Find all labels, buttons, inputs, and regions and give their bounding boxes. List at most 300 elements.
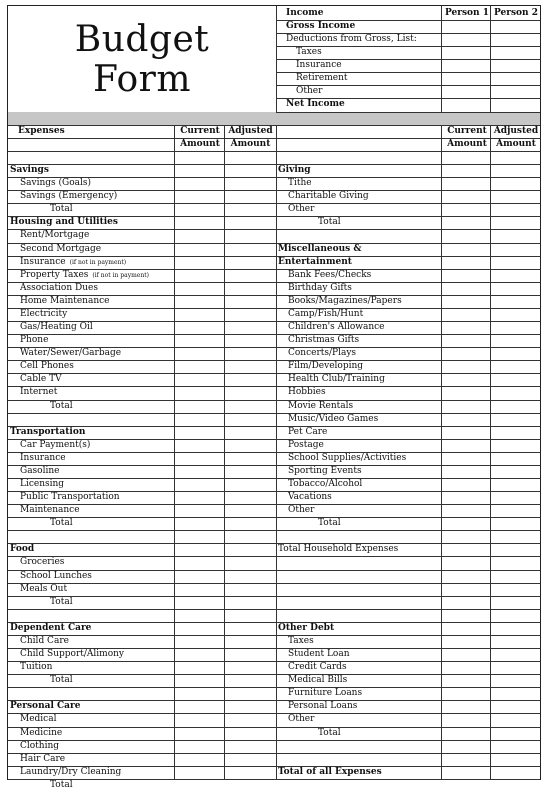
right-current-amount-input[interactable]	[442, 622, 491, 635]
left-current-amount-input[interactable]	[175, 360, 225, 373]
right-row-label	[288, 282, 441, 295]
right-current-amount-input[interactable]	[442, 713, 491, 726]
left-adjusted-amount-input[interactable]	[225, 269, 275, 282]
left-current-amount-input[interactable]	[175, 347, 225, 360]
left-adjusted-amount-input[interactable]	[225, 360, 275, 373]
grid-hline	[8, 609, 540, 610]
right-row-label	[288, 661, 441, 674]
right-row-label-text: Personal Loans	[288, 701, 358, 712]
right-adjusted-amount-input[interactable]	[491, 700, 540, 713]
left-adjusted-amount-input[interactable]	[225, 583, 275, 596]
grid-hline	[8, 727, 540, 728]
left-adjusted-amount-input[interactable]	[225, 766, 275, 779]
left-adjusted-amount-input[interactable]	[225, 478, 275, 491]
left-adjusted-amount-input[interactable]	[225, 635, 275, 648]
right-row-label-text: Other	[288, 714, 315, 725]
left-adjusted-amount-input[interactable]	[225, 700, 275, 713]
right-current-amount-input[interactable]	[442, 190, 491, 203]
left-current-amount-input[interactable]	[175, 700, 225, 713]
right-current-amount-input[interactable]	[442, 386, 491, 399]
left-row-label	[10, 622, 173, 635]
right-row-label-text: Vacations	[288, 492, 332, 503]
grid-hline	[8, 295, 540, 296]
left-row-label	[50, 517, 173, 530]
left-row-label	[20, 308, 173, 321]
income-person2-input[interactable]	[491, 72, 540, 85]
left-row-label	[20, 465, 173, 478]
income-person1-input[interactable]	[442, 72, 491, 85]
right-adjusted-amount-input[interactable]	[491, 635, 540, 648]
left-current-amount-input[interactable]	[175, 491, 225, 504]
right-row-label-text: Student Loan	[288, 649, 350, 660]
grid-hline	[8, 334, 540, 335]
right-current-amount-input[interactable]	[442, 766, 491, 779]
right-current-amount-input[interactable]	[442, 661, 491, 674]
left-current-amount-input[interactable]	[175, 517, 225, 530]
income-person1-input[interactable]	[442, 33, 491, 46]
grid-hline	[8, 151, 540, 152]
right-adjusted-amount-input[interactable]	[491, 674, 540, 687]
grid-hline	[8, 740, 540, 741]
left-adjusted-amount-input[interactable]	[225, 648, 275, 661]
right-row-label-text: Christmas Gifts	[288, 335, 360, 346]
left-adjusted-amount-input[interactable]	[225, 334, 275, 347]
left-adjusted-amount-input[interactable]	[225, 295, 275, 308]
left-row-label-text: Child Support/Alimony	[20, 649, 125, 660]
left-current-amount-input[interactable]	[175, 570, 225, 583]
income-person1-input[interactable]	[442, 46, 491, 59]
left-adjusted-amount-input[interactable]	[225, 753, 275, 766]
left-row-label-text: Total	[50, 675, 73, 686]
right-adjusted-amount-input[interactable]	[491, 504, 540, 517]
left-adjusted-amount-input[interactable]	[225, 504, 275, 517]
left-current-amount-input[interactable]	[175, 413, 225, 426]
right-row-label	[288, 452, 441, 465]
right-adjusted-amount-input[interactable]	[491, 478, 540, 491]
right-current-amount-input[interactable]	[442, 556, 491, 569]
income-person1-input[interactable]	[442, 85, 491, 98]
left-adjusted-amount-input[interactable]	[225, 517, 275, 530]
left-adjusted-amount-input[interactable]	[225, 596, 275, 609]
left-current-amount-input[interactable]	[175, 779, 225, 792]
left-current-header-2: Amount	[180, 139, 220, 149]
income-row-label: Net Income	[286, 99, 345, 110]
right-current-amount-input[interactable]	[442, 151, 491, 164]
income-person2-input[interactable]	[491, 59, 540, 72]
right-adjusted-amount-input[interactable]	[491, 439, 540, 452]
left-current-amount-input[interactable]	[175, 334, 225, 347]
left-current-amount-input[interactable]	[175, 556, 225, 569]
left-current-amount-input[interactable]	[175, 661, 225, 674]
right-row-label-text: Total	[318, 727, 341, 738]
left-current-amount-input[interactable]	[175, 426, 225, 439]
right-current-amount-input[interactable]	[442, 229, 491, 242]
right-row-label	[288, 478, 441, 491]
left-row-label	[20, 269, 173, 282]
right-current-amount-input[interactable]	[442, 530, 491, 543]
left-current-amount-input[interactable]	[175, 713, 225, 726]
right-row-label-text: Taxes	[288, 635, 314, 646]
right-adjusted-amount-input[interactable]	[491, 609, 540, 622]
right-adjusted-amount-input[interactable]	[491, 177, 540, 190]
right-current-amount-input[interactable]	[442, 347, 491, 360]
right-adjusted-amount-input[interactable]	[491, 570, 540, 583]
left-current-amount-input[interactable]	[175, 203, 225, 216]
left-adjusted-amount-input[interactable]	[225, 556, 275, 569]
right-current-amount-input[interactable]	[442, 570, 491, 583]
left-adjusted-amount-input[interactable]	[225, 308, 275, 321]
income-person1-input[interactable]	[442, 20, 491, 33]
right-current-amount-input[interactable]	[442, 543, 491, 556]
left-row-label	[20, 373, 173, 386]
left-adjusted-amount-input[interactable]	[225, 661, 275, 674]
left-current-amount-input[interactable]	[175, 452, 225, 465]
left-adjusted-amount-input[interactable]	[225, 386, 275, 399]
left-adjusted-amount-input[interactable]	[225, 229, 275, 242]
right-current-amount-input[interactable]	[442, 269, 491, 282]
left-row-label-text: Housing and Utilities	[10, 217, 118, 228]
grid-hline	[8, 491, 540, 492]
left-current-amount-input[interactable]	[175, 308, 225, 321]
right-current-amount-input[interactable]	[442, 203, 491, 216]
left-adjusted-amount-input[interactable]	[225, 740, 275, 753]
left-adjusted-amount-input[interactable]	[225, 216, 275, 229]
left-adjusted-amount-input[interactable]	[225, 622, 275, 635]
left-current-amount-input[interactable]	[175, 386, 225, 399]
grid-vline	[490, 125, 491, 780]
left-current-amount-input[interactable]	[175, 465, 225, 478]
right-row-label	[288, 674, 441, 687]
left-current-amount-input[interactable]	[175, 504, 225, 517]
left-adjusted-amount-input[interactable]	[225, 413, 275, 426]
right-current-amount-input[interactable]	[442, 478, 491, 491]
grid-hline	[276, 72, 540, 73]
left-row-label-text: Savings (Emergency)	[20, 191, 118, 202]
right-current-amount-input[interactable]	[442, 282, 491, 295]
right-adjusted-amount-input[interactable]	[491, 282, 540, 295]
left-adjusted-amount-input[interactable]	[225, 151, 275, 164]
left-current-amount-input[interactable]	[175, 609, 225, 622]
right-current-amount-input[interactable]	[442, 740, 491, 753]
income-row-label: Gross Income	[286, 21, 356, 31]
right-current-amount-input[interactable]	[442, 635, 491, 648]
left-current-amount-input[interactable]	[175, 229, 225, 242]
left-adjusted-amount-input[interactable]	[225, 203, 275, 216]
left-adjusted-amount-input[interactable]	[225, 687, 275, 700]
left-row-label	[20, 740, 173, 753]
right-row-label	[288, 295, 441, 308]
left-current-amount-input[interactable]	[175, 321, 225, 334]
right-adjusted-amount-input[interactable]	[491, 269, 540, 282]
right-adjusted-amount-input[interactable]	[491, 243, 540, 256]
grid-vline	[276, 125, 277, 780]
right-adjusted-amount-input[interactable]	[491, 308, 540, 321]
left-row-label	[20, 243, 173, 256]
left-row-label	[10, 216, 173, 229]
right-row-label-text: Total Household Expenses	[278, 544, 399, 555]
grid-hline	[8, 138, 540, 139]
left-current-amount-input[interactable]	[175, 269, 225, 282]
left-adjusted-amount-input[interactable]	[225, 243, 275, 256]
right-adjusted-amount-input[interactable]	[491, 203, 540, 216]
right-row-label	[288, 465, 441, 478]
left-adjusted-amount-input[interactable]	[225, 347, 275, 360]
right-adjusted-amount-input[interactable]	[491, 400, 540, 413]
right-current-amount-input[interactable]	[442, 596, 491, 609]
right-row-label-text: Medical Bills	[288, 675, 348, 686]
right-adjusted-amount-input[interactable]	[491, 556, 540, 569]
right-current-amount-input[interactable]	[442, 439, 491, 452]
income-person2-input[interactable]	[491, 20, 540, 33]
left-current-amount-input[interactable]	[175, 151, 225, 164]
grid-hline	[8, 164, 540, 165]
right-current-amount-input[interactable]	[442, 727, 491, 740]
left-adjusted-header-2: Amount	[230, 139, 271, 149]
left-current-amount-input[interactable]	[175, 622, 225, 635]
right-current-amount-input[interactable]	[442, 452, 491, 465]
right-adjusted-amount-input[interactable]	[491, 386, 540, 399]
grid-vline	[441, 125, 442, 780]
person1-header: Person 1	[444, 8, 489, 18]
budget-form	[7, 5, 541, 790]
right-adjusted-amount-input[interactable]	[491, 661, 540, 674]
right-adjusted-amount-input[interactable]	[491, 648, 540, 661]
left-current-amount-input[interactable]	[175, 164, 225, 177]
right-adjusted-amount-input[interactable]	[491, 164, 540, 177]
right-row-label	[288, 713, 441, 726]
left-adjusted-amount-input[interactable]	[225, 674, 275, 687]
left-current-amount-input[interactable]	[175, 243, 225, 256]
grid-hline	[8, 622, 540, 623]
right-adjusted-amount-input[interactable]	[491, 713, 540, 726]
right-adjusted-amount-input[interactable]	[491, 321, 540, 334]
right-adjusted-amount-input[interactable]	[491, 687, 540, 700]
right-row-label-text: Other Debt	[278, 622, 335, 633]
left-adjusted-amount-input[interactable]	[225, 439, 275, 452]
left-current-amount-input[interactable]	[175, 478, 225, 491]
left-adjusted-amount-input[interactable]	[225, 177, 275, 190]
income-person2-input[interactable]	[491, 46, 540, 59]
right-row-label-text: Bank Fees/Checks	[288, 269, 372, 280]
right-current-amount-input[interactable]	[442, 779, 491, 792]
right-adjusted-amount-input[interactable]	[491, 622, 540, 635]
left-current-amount-input[interactable]	[175, 648, 225, 661]
left-current-amount-input[interactable]	[175, 596, 225, 609]
right-adjusted-amount-input[interactable]	[491, 583, 540, 596]
left-row-label-text: Insurance	[20, 256, 66, 267]
left-adjusted-amount-input[interactable]	[225, 491, 275, 504]
left-row-label-text: Cell Phones	[20, 361, 74, 372]
right-current-amount-input[interactable]	[442, 426, 491, 439]
right-adjusted-amount-input[interactable]	[491, 517, 540, 530]
right-current-amount-input[interactable]	[442, 753, 491, 766]
left-adjusted-amount-input[interactable]	[225, 465, 275, 478]
left-row-label-text: Food	[10, 544, 35, 555]
left-adjusted-amount-input[interactable]	[225, 452, 275, 465]
right-adjusted-amount-input[interactable]	[491, 426, 540, 439]
left-adjusted-amount-input[interactable]	[225, 190, 275, 203]
left-current-amount-input[interactable]	[175, 727, 225, 740]
left-row-label	[10, 700, 173, 713]
right-current-amount-input[interactable]	[442, 517, 491, 530]
right-current-amount-input[interactable]	[442, 504, 491, 517]
left-adjusted-amount-input[interactable]	[225, 570, 275, 583]
left-current-header-1: Current	[180, 126, 220, 136]
grid-hline	[8, 700, 540, 701]
left-current-amount-input[interactable]	[175, 439, 225, 452]
left-adjusted-amount-input[interactable]	[225, 400, 275, 413]
right-adjusted-amount-input[interactable]	[491, 413, 540, 426]
left-current-amount-input[interactable]	[175, 766, 225, 779]
right-current-amount-input[interactable]	[442, 413, 491, 426]
right-row-label	[288, 648, 441, 661]
right-adjusted-amount-input[interactable]	[491, 360, 540, 373]
left-row-label	[20, 635, 173, 648]
right-adjusted-amount-input[interactable]	[491, 753, 540, 766]
grid-hline	[8, 766, 540, 767]
left-adjusted-amount-input[interactable]	[225, 779, 275, 792]
left-row-label-text: Water/Sewer/Garbage	[20, 348, 122, 359]
left-adjusted-amount-input[interactable]	[225, 543, 275, 556]
left-adjusted-amount-input[interactable]	[225, 321, 275, 334]
right-adjusted-amount-input[interactable]	[491, 347, 540, 360]
left-current-amount-input[interactable]	[175, 216, 225, 229]
right-adjusted-amount-input[interactable]	[491, 151, 540, 164]
grid-hline	[8, 426, 540, 427]
right-current-amount-input[interactable]	[442, 373, 491, 386]
right-current-amount-input[interactable]	[442, 491, 491, 504]
left-adjusted-amount-input[interactable]	[225, 609, 275, 622]
income-person2-input[interactable]	[491, 85, 540, 98]
left-adjusted-amount-input[interactable]	[225, 282, 275, 295]
right-row-label-text: Other	[288, 204, 315, 215]
right-row-label-text: Entertainment	[278, 256, 352, 267]
right-current-amount-input[interactable]	[442, 360, 491, 373]
left-adjusted-amount-input[interactable]	[225, 256, 275, 269]
left-row-label	[20, 347, 173, 360]
income-person2-input[interactable]	[491, 98, 540, 111]
left-adjusted-amount-input[interactable]	[225, 727, 275, 740]
right-adjusted-amount-input[interactable]	[491, 190, 540, 203]
left-row-label-text: Total	[50, 204, 73, 215]
left-current-amount-input[interactable]	[175, 295, 225, 308]
left-adjusted-amount-input[interactable]	[225, 164, 275, 177]
right-row-label	[278, 543, 441, 556]
left-current-amount-input[interactable]	[175, 530, 225, 543]
left-current-amount-input[interactable]	[175, 400, 225, 413]
right-current-amount-input[interactable]	[442, 648, 491, 661]
right-adjusted-amount-input[interactable]	[491, 295, 540, 308]
right-adjusted-amount-input[interactable]	[491, 530, 540, 543]
right-current-amount-input[interactable]	[442, 216, 491, 229]
right-current-amount-input[interactable]	[442, 674, 491, 687]
left-adjusted-amount-input[interactable]	[225, 373, 275, 386]
left-row-label	[20, 556, 173, 569]
right-adjusted-amount-input[interactable]	[491, 596, 540, 609]
left-row-label	[20, 256, 173, 269]
left-adjusted-amount-input[interactable]	[225, 426, 275, 439]
left-current-amount-input[interactable]	[175, 635, 225, 648]
income-person2-input[interactable]	[491, 33, 540, 46]
right-adjusted-amount-input[interactable]	[491, 766, 540, 779]
right-adjusted-amount-input[interactable]	[491, 543, 540, 556]
right-adjusted-amount-input[interactable]	[491, 373, 540, 386]
left-row-label-text: Savings (Goals)	[20, 178, 92, 189]
left-current-amount-input[interactable]	[175, 373, 225, 386]
right-current-amount-input[interactable]	[442, 321, 491, 334]
right-adjusted-amount-input[interactable]	[491, 465, 540, 478]
left-current-amount-input[interactable]	[175, 753, 225, 766]
grid-vline	[174, 125, 175, 780]
left-row-label	[20, 177, 173, 190]
left-current-amount-input[interactable]	[175, 740, 225, 753]
right-adjusted-amount-input[interactable]	[491, 216, 540, 229]
grid-hline	[8, 713, 540, 714]
right-current-amount-input[interactable]	[442, 400, 491, 413]
right-current-amount-input[interactable]	[442, 583, 491, 596]
expenses-header: Expenses	[18, 126, 65, 136]
left-adjusted-amount-input[interactable]	[225, 530, 275, 543]
right-current-amount-input[interactable]	[442, 334, 491, 347]
income-person1-input[interactable]	[442, 98, 491, 111]
left-row-label-text: Laundry/Dry Cleaning	[20, 766, 122, 777]
right-adjusted-amount-input[interactable]	[491, 491, 540, 504]
right-row-label	[288, 190, 441, 203]
right-adjusted-amount-input[interactable]	[491, 229, 540, 242]
left-row-label	[10, 543, 173, 556]
left-current-amount-input[interactable]	[175, 543, 225, 556]
left-row-label-text: Personal Care	[10, 701, 81, 712]
right-row-label	[288, 491, 441, 504]
right-current-amount-input[interactable]	[442, 609, 491, 622]
right-adjusted-amount-input[interactable]	[491, 256, 540, 269]
right-current-amount-input[interactable]	[442, 243, 491, 256]
right-current-amount-input[interactable]	[442, 164, 491, 177]
right-adjusted-amount-input[interactable]	[491, 727, 540, 740]
income-person1-input[interactable]	[442, 59, 491, 72]
left-current-amount-input[interactable]	[175, 674, 225, 687]
right-current-amount-input[interactable]	[442, 256, 491, 269]
right-adjusted-amount-input[interactable]	[491, 334, 540, 347]
grid-hline	[8, 543, 540, 544]
grid-hline	[8, 478, 540, 479]
left-row-label-text: Total	[50, 596, 73, 607]
grid-hline	[8, 439, 540, 440]
right-adjusted-amount-input[interactable]	[491, 740, 540, 753]
left-current-amount-input[interactable]	[175, 583, 225, 596]
right-current-amount-input[interactable]	[442, 295, 491, 308]
right-current-amount-input[interactable]	[442, 700, 491, 713]
grid-hline	[8, 190, 540, 191]
right-row-label	[288, 347, 441, 360]
left-row-label	[20, 360, 173, 373]
left-row-label	[10, 426, 173, 439]
right-row-label-text: Movie Rentals	[288, 400, 354, 411]
right-current-amount-input[interactable]	[442, 465, 491, 478]
left-current-amount-input[interactable]	[175, 177, 225, 190]
right-adjusted-amount-input[interactable]	[491, 779, 540, 792]
left-current-amount-input[interactable]	[175, 687, 225, 700]
left-row-label-text: Cable TV	[20, 374, 62, 385]
right-current-amount-input[interactable]	[442, 308, 491, 321]
right-current-amount-input[interactable]	[442, 177, 491, 190]
right-current-amount-input[interactable]	[442, 687, 491, 700]
right-adjusted-amount-input[interactable]	[491, 452, 540, 465]
left-current-amount-input[interactable]	[175, 190, 225, 203]
left-current-amount-input[interactable]	[175, 256, 225, 269]
left-adjusted-amount-input[interactable]	[225, 713, 275, 726]
left-current-amount-input[interactable]	[175, 282, 225, 295]
